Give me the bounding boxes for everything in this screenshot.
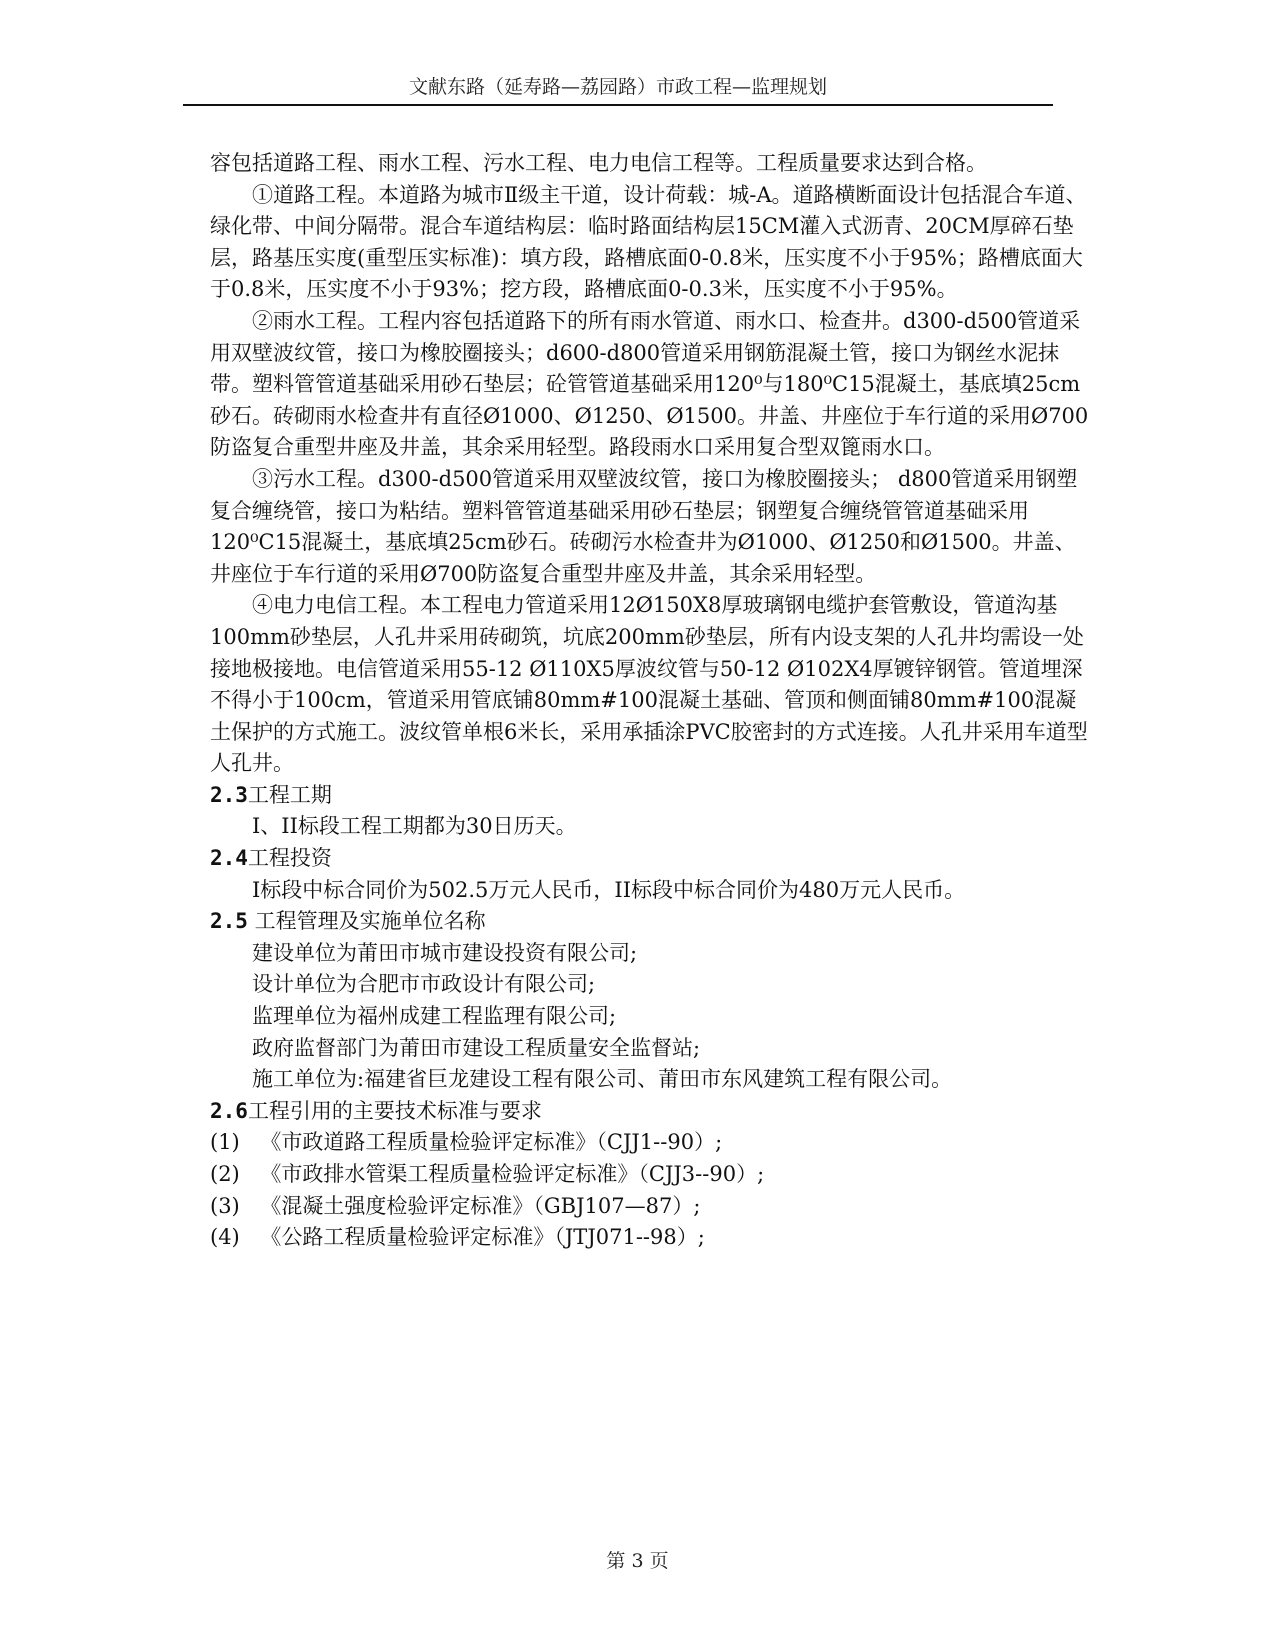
section-heading-2-5 [210, 906, 1090, 938]
section-number: 2.4 [210, 846, 248, 871]
page-number: 第 3 页 [606, 1550, 669, 1572]
reference-item [210, 1191, 1090, 1223]
road-works-paragraph: ①道路工程。本道路为城市Ⅱ级主干道，设计荷载：城-A。道路横断面设计包括混合车道、绿化带、中间分隔带。混合车道结构层：临时路面结构层15CM灌入式沥青、20CM厚碎石垫层，路基压实度(重型压实标准)：填方段，路槽底面0-0.8米，压实度不小于95%；路槽底面大于0.8米，压实度不小于93%；挖方段，路槽底面0-0.3米，压实度不小于95%。 [210, 182, 1087, 302]
intro-paragraph: 容包括道路工程、雨水工程、污水工程、电力电信工程等。工程质量要求达到合格。 [210, 151, 987, 175]
reference-item [210, 1127, 1090, 1159]
reference-text: 《公路工程质量检验评定标准》（JTJ071--98）; [260, 1225, 705, 1250]
unit-line-supervisor: 监理单位为福州成建工程监理有限公司; [252, 1004, 617, 1029]
schedule-paragraph: I、II标段工程工期都为30日历天。 [252, 814, 577, 839]
sewage-works-paragraph: ③污水工程。d300-d500管道采用双壁波纹管，接口为橡胶圈接头； d800管道采用钢塑复合缠绕管，接口为粘结。塑料管管道基础采用砂石垫层；钢塑复合缠绕管管道基础采用120⁰C15混凝土，基底填25cm砂石。砖砌污水检查井为Ø1000、Ø1250和Ø1500。井盖、井座位于车行道的采用Ø700防盗复合重型井座及井盖，其余采用轻型。 [210, 466, 1078, 586]
reference-text: 《混凝土强度检验评定标准》（GBJ107—87）; [260, 1193, 701, 1218]
section-title: 工程工期 [247, 782, 332, 807]
section-number: 2.6 [210, 1098, 248, 1123]
section-heading-2-4 [210, 843, 1090, 875]
running-header: 文献东路（延寿路—荔园路）市政工程—监理规划 [408, 76, 827, 98]
reference-number: (2) [210, 1162, 240, 1186]
power-telecom-paragraph: ④电力电信工程。本工程电力管道采用12Ø150X8厚玻璃钢电缆护套管敷设，管道沟基100mm砂垫层，人孔井采用砖砌筑，坑底200mm砂垫层，所有内设支架的人孔井均需设一处接地极接地。电信管道采用55-12 Ø110X5厚波纹管与50-12 Ø102X4厚镀锌钢管。管道埋深不得小于100cm，管道采用管底铺80mm#100混凝土基础、管顶和侧面铺80mm#100混凝土保护的方式施工。波纹管单根6米长，采用承插涂PVC胶密封的方式连接。人孔井采用车道型人孔井。 [210, 593, 1088, 776]
reference-text: 《市政道路工程质量检验评定标准》（CJJ1--90）; [260, 1130, 723, 1155]
section-title: 工程管理及实施单位名称 [247, 909, 486, 934]
section-title: 工程投资 [247, 846, 332, 871]
rainwater-works-paragraph: ②雨水工程。工程内容包括道路下的所有雨水管道、雨水口、检查井。d300-d500管道采用双壁波纹管，接口为橡胶圈接头；d600-d800管道采用钢筋混凝土管，接口为钢丝水泥抹带。塑料管管道基础采用砂石垫层；砼管管道基础采用120⁰与180⁰C15混凝土，基底填25cm砂石。砖砌雨水检查井有直径Ø1000、Ø1250、Ø1500。井盖、井座位于车行道的采用Ø700防盗复合重型井座及井盖，其余采用轻型。路段雨水口采用复合型双篦雨水口。 [210, 308, 1089, 460]
reference-number: (1) [210, 1130, 240, 1155]
unit-line-contractor: 施工单位为:福建省巨龙建设工程有限公司、莆田市东风建筑工程有限公司。 [252, 1067, 953, 1092]
section-number: 2.5 [210, 909, 248, 934]
section-heading-2-3 [210, 780, 1090, 812]
reference-number: (3) [210, 1193, 240, 1218]
section-heading-2-6 [210, 1096, 1090, 1128]
document-body [210, 148, 1090, 1254]
reference-number: (4) [210, 1225, 240, 1250]
reference-item [210, 1159, 1090, 1191]
unit-line-designer: 设计单位为合肥市市政设计有限公司; [252, 972, 596, 997]
reference-text: 《市政排水管渠工程质量检验评定标准》（CJJ3--90）; [260, 1162, 765, 1186]
section-number: 2.3 [210, 782, 248, 807]
unit-line-government: 政府监督部门为莆田市建设工程质量安全监督站; [252, 1035, 701, 1060]
section-title: 工程引用的主要技术标准与要求 [247, 1098, 542, 1123]
header-divider [183, 104, 1053, 106]
unit-line-owner: 建设单位为莆田市城市建设投资有限公司; [252, 940, 638, 965]
investment-paragraph: I标段中标合同价为502.5万元人民币，II标段中标合同价为480万元人民币。 [252, 877, 966, 902]
reference-item [210, 1222, 1090, 1254]
